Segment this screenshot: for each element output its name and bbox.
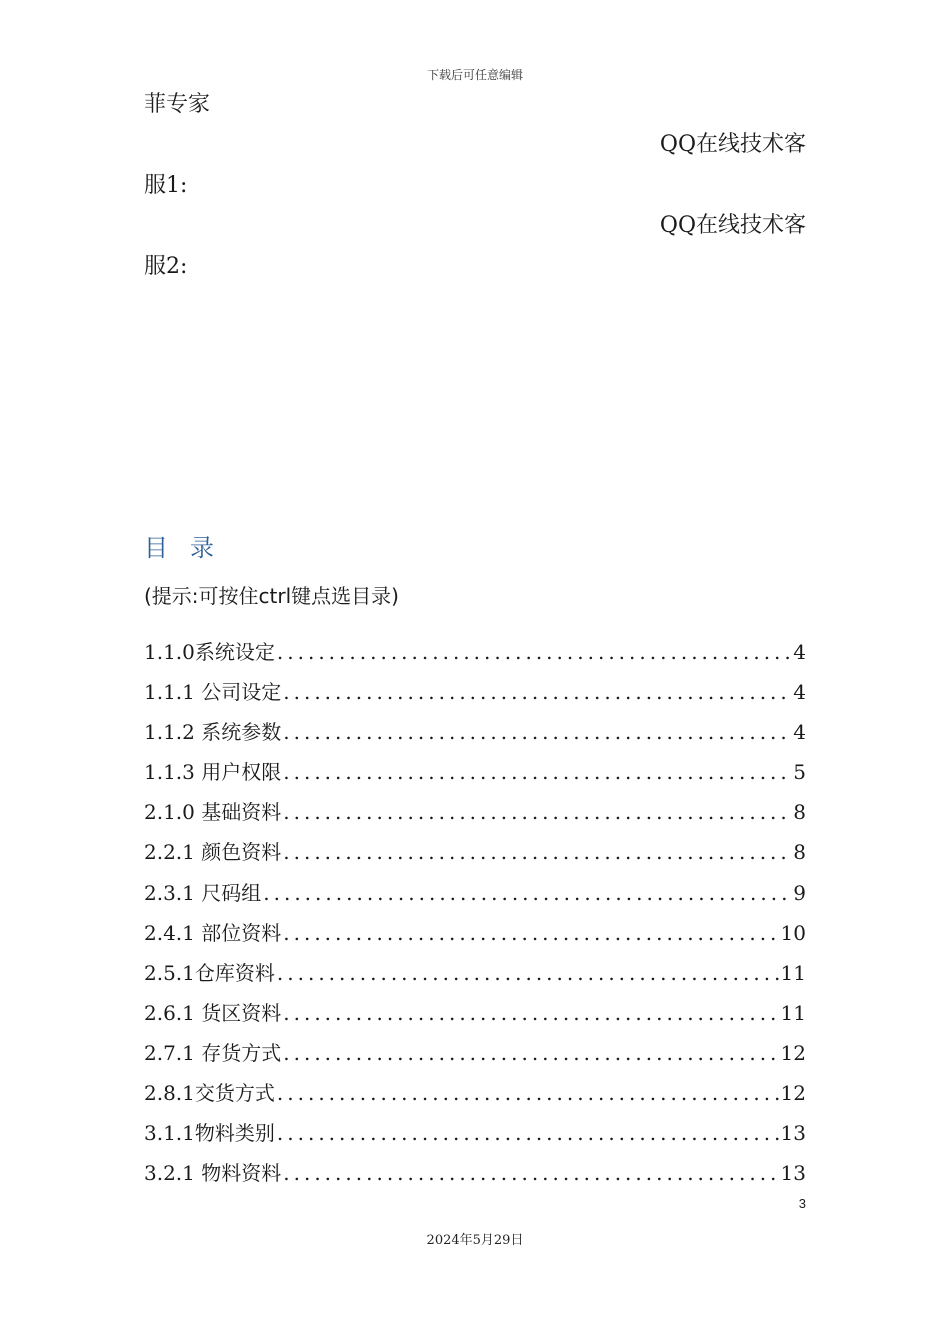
toc-list [144, 636, 806, 1197]
toc-entry[interactable] [144, 756, 806, 796]
toc-entry-label: 2.2.1 颜色资料 [144, 840, 282, 865]
toc-entry-leader [283, 760, 791, 784]
toc-entry-leader [277, 961, 779, 985]
intro-line-expert: 菲专家 [144, 92, 211, 117]
toc-entry-label: 3.2.1 物料资料 [144, 1161, 282, 1186]
toc-entry-label: 2.8.1交货方式 [144, 1081, 275, 1106]
intro-line-qq-support-2: QQ在线技术客 [659, 213, 806, 238]
toc-entry[interactable] [144, 636, 806, 676]
toc-entry-leader [277, 1121, 779, 1145]
footer-date: 2024年5月29日 [426, 1233, 524, 1248]
toc-entry-page: 9 [793, 880, 806, 905]
toc-entry-label: 2.3.1 尺码组 [144, 880, 262, 905]
toc-entry[interactable] [144, 796, 806, 836]
toc-entry[interactable] [144, 676, 806, 716]
toc-entry[interactable] [144, 716, 806, 756]
toc-entry-leader [283, 921, 778, 945]
toc-entry[interactable] [144, 1037, 806, 1077]
toc-entry-label: 2.7.1 存货方式 [144, 1040, 282, 1065]
toc-entry-label: 1.1.3 用户权限 [144, 760, 282, 785]
page-number: 3 [798, 1196, 806, 1211]
toc-entry-leader [263, 881, 791, 905]
toc-entry[interactable] [144, 1117, 806, 1157]
toc-entry-leader [277, 640, 791, 664]
toc-entry[interactable] [144, 836, 806, 876]
toc-title: 目录 [144, 534, 236, 562]
toc-entry-page: 4 [793, 640, 806, 664]
intro-line-service-1: 服1: [144, 173, 188, 198]
toc-entry-page: 13 [780, 1161, 806, 1186]
toc-entry[interactable] [144, 877, 806, 917]
toc-entry-label: 2.6.1 货区资料 [144, 1000, 282, 1025]
toc-entry-label: 1.1.2 系统参数 [144, 720, 282, 745]
toc-entry-label: 2.4.1 部位资料 [144, 920, 282, 945]
toc-entry-page: 8 [793, 800, 806, 825]
toc-entry-label: 2.5.1仓库资料 [144, 960, 275, 985]
toc-entry-leader [277, 1081, 779, 1105]
toc-entry[interactable] [144, 1157, 806, 1197]
intro-line-service-2: 服2: [144, 254, 188, 279]
toc-entry-leader [283, 800, 791, 824]
toc-hint: (提示:可按住ctrl键点选目录) [144, 584, 399, 608]
toc-entry-leader [283, 1001, 778, 1025]
toc-entry[interactable] [144, 997, 806, 1037]
toc-entry[interactable] [144, 917, 806, 957]
toc-entry[interactable] [144, 957, 806, 997]
toc-entry-page: 4 [793, 720, 806, 745]
toc-entry-page: 4 [793, 680, 806, 705]
toc-entry-label: 2.1.0 基础资料 [144, 800, 282, 825]
toc-entry-page: 12 [780, 1081, 806, 1106]
toc-entry-leader [283, 1041, 778, 1065]
intro-line-qq-support-1: QQ在线技术客 [659, 132, 806, 157]
toc-entry-leader [283, 680, 791, 704]
toc-entry-page: 10 [780, 920, 806, 945]
toc-entry-page: 13 [780, 1121, 806, 1146]
toc-entry-page: 5 [793, 760, 806, 785]
toc-entry-label: 1.1.1 公司设定 [144, 680, 282, 705]
toc-entry-page: 11 [780, 1000, 806, 1025]
toc-entry-leader [283, 840, 791, 864]
toc-entry-page: 12 [780, 1040, 806, 1065]
toc-entry[interactable] [144, 1077, 806, 1117]
toc-entry-page: 11 [780, 960, 806, 985]
page-header: 下载后可任意编辑 [426, 68, 523, 82]
toc-entry-label: 3.1.1物料类别 [144, 1121, 275, 1146]
toc-entry-label: 1.1.0系统设定 [144, 640, 275, 664]
toc-entry-leader [283, 720, 791, 744]
toc-entry-leader [283, 1161, 778, 1185]
toc-entry-page: 8 [793, 840, 806, 865]
